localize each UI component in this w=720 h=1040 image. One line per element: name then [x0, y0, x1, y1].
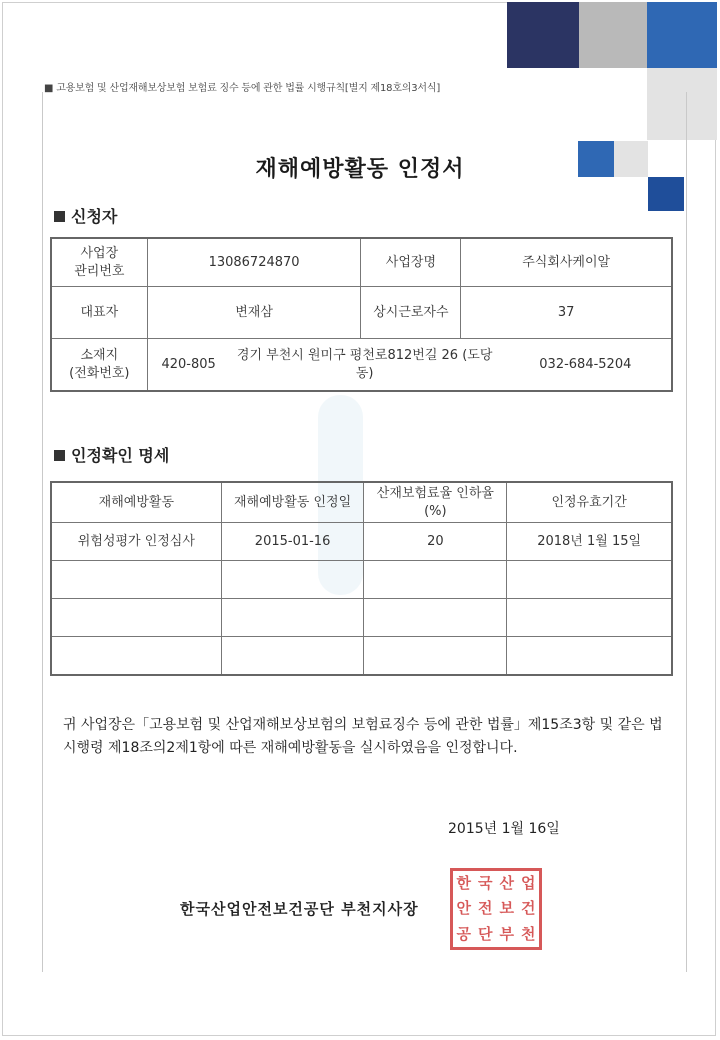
table-cell: 20 [364, 523, 507, 561]
table-cell [364, 561, 507, 599]
deco-block-blue [647, 2, 717, 68]
address-text: 경기 부천시 원미구 평천로812번길 26 (도당동) [236, 347, 493, 381]
table-cell [52, 637, 222, 675]
applicant-heading: 신청자 [54, 204, 117, 227]
issuer-name: 한국산업안전보건공단 부천지사장 [180, 900, 419, 918]
table-cell [52, 561, 222, 599]
workers-value: 37 [461, 287, 672, 339]
rep-value: 변재삼 [147, 287, 361, 339]
deco-block-navy [507, 2, 579, 68]
table-row [52, 637, 672, 675]
cert-table [51, 482, 672, 675]
table-cell [221, 637, 364, 675]
issue-date: 2015년 1월 16일 [448, 821, 560, 837]
square-bullet-icon [54, 211, 65, 222]
certification-statement: 귀 사업장은「고용보험 및 산업재해보상보험의 보험료징수 등에 관한 법률」제15조3항 및 같은 법 시행령 제18조의2제1항에 따른 재해예방활동을 실시하였음을 인정합니다. [63, 717, 663, 756]
cert-header-activity: 재해예방활동 [52, 483, 222, 523]
workers-label: 상시근로자수 [361, 287, 461, 339]
deco-block-gray [579, 2, 647, 68]
cert-header-date: 재해예방활동 인정일 [221, 483, 364, 523]
cert-header-rate: 산재보험료율 인하율 (%) [364, 483, 507, 523]
phone-number: 032-684-5204 [539, 356, 632, 372]
biz-no-label: 사업장 관리번호 [52, 239, 148, 287]
official-seal: 한 국 산 업 안 전 보 건 공 단 부 천 [450, 868, 542, 950]
table-cell [507, 637, 672, 675]
table-row [52, 523, 672, 561]
rep-label: 대표자 [52, 287, 148, 339]
table-cell [507, 599, 672, 637]
table-cell [52, 599, 222, 637]
table-row [52, 561, 672, 599]
table-cell [364, 637, 507, 675]
addr-cell [147, 339, 671, 391]
applicant-table [51, 238, 672, 391]
table-cell [221, 599, 364, 637]
biz-no-value: 13086724870 [147, 239, 361, 287]
cert-header-validity: 인정유효기간 [507, 483, 672, 523]
table-cell: 2018년 1월 15일 [507, 523, 672, 561]
document-title: 재해예방활동 인정서 [255, 157, 465, 182]
biz-name-label: 사업장명 [361, 239, 461, 287]
addr-label: 소재지 (전화번호) [52, 339, 148, 391]
table-cell: 2015-01-16 [221, 523, 364, 561]
form-header-note: ■ 고용보험 및 산업재해보상보험 보험료 징수 등에 관한 법률 시행규칙[별지 제18호의3서식] [44, 83, 441, 94]
table-cell [364, 599, 507, 637]
table-cell: 위험성평가 인정심사 [52, 523, 222, 561]
postal-code: 420-805 [161, 356, 216, 372]
cert-heading: 인정확인 명세 [54, 443, 169, 466]
biz-name-value: 주식회사케이알 [461, 239, 672, 287]
square-bullet-icon [54, 450, 65, 461]
table-row [52, 599, 672, 637]
table-cell [221, 561, 364, 599]
table-cell [507, 561, 672, 599]
